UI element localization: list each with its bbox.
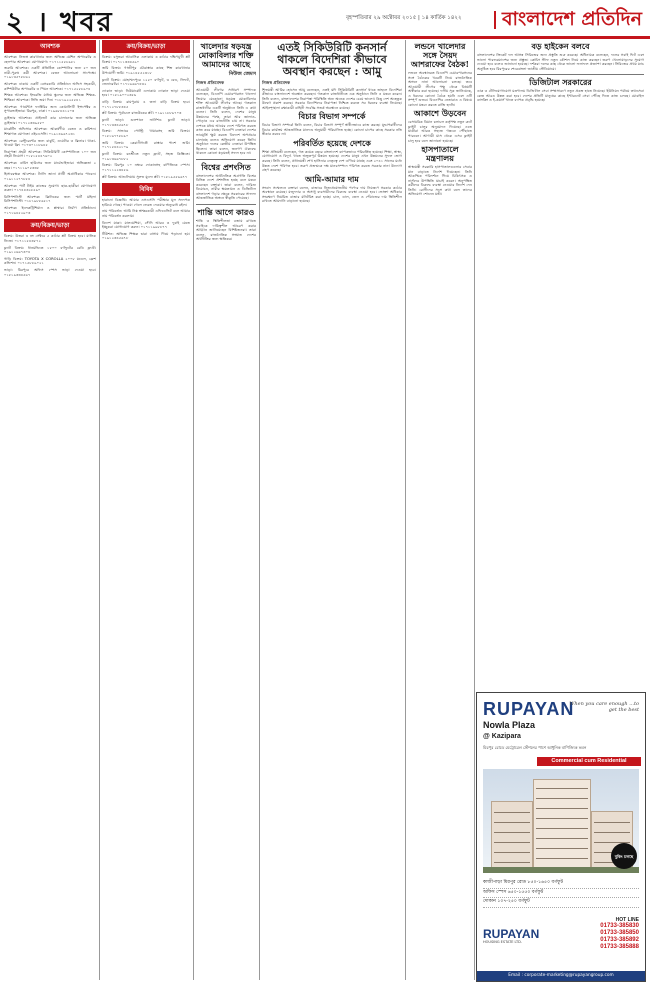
ad-logo: RUPAYAN <box>483 699 575 719</box>
brand-name: বাংলাদেশ প্রতিদিন <box>501 8 642 30</box>
classified-header: ক্রয়/বিক্রয়/ভাড়া <box>102 40 190 53</box>
classified-header: আবশ্যক <box>4 40 96 53</box>
article-body: আওয়ামী লীগের সাধারণ সম্পাদক বলেছেন, বিএনপি চেয়ারপারসন খালেদা জিয়ার যেকোনো ষড়যন্ত্র মোকাবিলার শক্তি আওয়ামী লীগের আছে। গতকাল রাজধানীর একটি অনুষ্ঠানে তিনি এ কথা বলেন। তিনি বলেন, দেশের মানুষ উন্নয়নের পক্ষে, তারা আর জ্বালাও-পোড়াও এর রাজনীতি চায় না। সরকার দেশকে মধ্যম আয়ের দেশে পরিণত করতে কাজ করে যাচ্ছে। বিএনপি নেতারা দেশের ভাবমূর্তি ক্ষুণ্ণ করতে বিদেশে অপপ্রচার চালাচ্ছে বলেও অভিযোগ করেন তিনি। অনুষ্ঠানে দলের কেন্দ্রীয় নেতারা উপস্থিত ছিলেন। তারা বলেন, জনগণ ঐক্যবদ্ধ থাকলে কোনো ষড়যন্ত্রই সফল হবে না। <box>196 87 256 156</box>
ground <box>483 867 639 873</box>
rupayan-advertisement[interactable] <box>476 692 646 982</box>
divider <box>196 159 256 160</box>
classified-ad: ফ্ল্যাট ভাড়া: গুলশানে ফার্নিশড ফ্ল্যাট ভাড়া। ০১৭১৩৩৪৫৬৭৮ <box>102 118 190 127</box>
ad-unit-row: দোকান ১০৭-২৫০ বর্গফুট <box>483 898 639 908</box>
divider <box>477 74 644 75</box>
classified-list-2 <box>4 234 96 277</box>
classified-ad: ড্রাইভার আবশ্যক: প্রাইভেট কার চালানোর জন্য অভিজ্ঞ ড্রাইভার। ০১৭১২৩৩৯৫৮০ <box>4 115 96 125</box>
divider <box>196 204 256 205</box>
building-block <box>491 801 533 873</box>
article-headline: বড় হাইকেন বলবে <box>531 41 590 51</box>
ad-tagline: When you care enough ...to get the best <box>569 701 639 713</box>
classified-ad: আবশ্যক: গার্মেন্টস ফ্যাক্টরির জন্য কোয়ালিটি ইন্সপেক্টর ও সুপারভাইজার। মিরপুর, ঢাকা। ০১৯৬৮৪৪১২০৩ <box>4 104 96 114</box>
classified-ad: প্লট বিক্রয়: পূর্বাচলে রাজউকের প্লট। ০১৯১১৮৮৬৭০৩ <box>102 111 182 116</box>
article-body-2: ডাক ও টেলিযোগাযোগ মন্ত্রণালয় ডিজিটাল সেবা সম্প্রসারণে নতুন প্রকল্প হাতে নিয়েছে। ইউনিয়ন পর্যায়ে তথ্যসেবা কেন্দ্র আরও উন্নত করা হবে। দেশের প্রতিটি মানুষের কাছে ইন্টারনেট সেবা পৌঁছে দিতে কাজ চলছে। মোবাইল ব্যাংকিং ও ই-কমার্স খাতে ব্যাপক প্রবৃদ্ধি হয়েছে। <box>477 89 644 103</box>
classified-ad: বাড়ি বিক্রয়: রামপুরায় ৪ তলা বাড়ি বিক্রয় হবে। ০১৭১২৭৮৮৩৪৫ <box>102 100 190 109</box>
article-body-2: বাংলাদেশের অর্থনৈতিক অগ্রগতি বিশ্বের বিভিন্ন দেশে প্রশংসিত হচ্ছে বলে মন্তব্য করেছেন বক্তারা। তারা বলেন, দারিদ্র্য বিমোচন, নারীর ক্ষমতায়ন ও ডিজিটাল বাংলাদেশ গড়ার ক্ষেত্রে সরকারের সাফল্য আন্তর্জাতিক অঙ্গনে স্বীকৃতি পেয়েছে। <box>196 173 256 201</box>
booking-badge: বুকিং চলছে <box>611 843 637 869</box>
classified-ad: আবশ্যক: রেস্টুরেন্টের জন্য বাবুর্চি, ওয়েটার ও ক্লিনার। থাকা-খাওয়া ফ্রি। ০১৭৩০১১৮৬৪৫ <box>4 138 96 148</box>
column-rule <box>474 40 475 980</box>
hotline-label: HOT LINE <box>615 917 639 923</box>
column-rule <box>405 40 406 980</box>
article-subhead-2: পরিবর্তিত হয়েছে দেশকে <box>293 137 371 148</box>
article-headline-3: শান্তি আগে কারও <box>197 207 255 218</box>
building-block <box>533 779 591 873</box>
classified-header-2: ক্রয়/বিক্রয়/ভাড়া <box>4 219 96 232</box>
date-line: বৃহস্পতিবার ২৯ অক্টোবর ২০১৫ | ১৪ কার্তিক ১৪২২ <box>346 15 462 21</box>
hotline-block <box>579 917 639 951</box>
classified-ad: হিসাবরক্ষক আবশ্যক: ট্যালি জানা প্রার্থী অগ্রাধিকার পাবেন। ০১৯১১২৭৭৮৫৪ <box>4 172 96 181</box>
article-headline: খালেদার ষড়যন্ত্র মোকাবিলার শক্তি আমাদের আছে <box>198 41 254 69</box>
news-column-3 <box>196 40 256 980</box>
classified-ad: বিক্রয়: উত্তরা ৩ নং সেক্টরে ৫ কাঠার প্লট বিক্রয় হবে। মালিক নিজে। ০১৭১১৫৪৩৮৭২ <box>4 234 96 243</box>
article-body: শিল্পমন্ত্রী আমির হোসেন আমু বলেছেন, এতই যদি সিকিউরিটি কনসার্ন থাকে তাহলে বিদেশিরা কীভাবে বাংলাদেশে অবস্থান করছেন। গতকাল রাজধানীতে এক অনুষ্ঠানে তিনি এ মন্তব্য করেন। তিনি বলেন, বাংলাদেশের নিরাপত্তা পরিস্থিতি অন্য অনেক দেশের চেয়ে ভালো। কিছু দেশ অহেতুক উদ্বেগ প্রকাশ করছে। সরকার বিদেশিদের নিরাপত্তা নিশ্চিত করতে সব ধরনের ব্যবস্থা নিয়েছে। আইনশৃঙ্খলা রক্ষাকারী বাহিনী সর্বোচ্চ সতর্ক অবস্থানে রয়েছে। <box>262 87 402 110</box>
classified-ad: রিসিপশনিস্ট আবশ্যক: ক্লিনিকের জন্য স্মার্ট মহিলা রিসিপশনিস্ট। ০১৮১৯৮৮৬৫১৭ <box>4 194 96 204</box>
ad-bengali-line: মিরপুর রোডে মেট্রোরেল স্টেশনের পাশে আধুনিক বাণিজ্যিক ভবন <box>483 745 587 750</box>
hotline-phone[interactable]: 01733-385888 <box>600 944 639 950</box>
article-byline: নিজস্ব প্রতিবেদক <box>262 80 291 85</box>
classified-ad: জমি বিক্রয়: কেরানীগঞ্জে রাস্তার পাশে জমি। ০১৭১৫৪৪২১০৯ <box>102 140 190 150</box>
article-subhead: বিচার বিভাগ সম্পর্কে <box>298 111 366 122</box>
ad-footer-sub: HOUSING ESTATE LTD. <box>483 940 522 944</box>
classified-ad: বিক্রয়: সাভারে পোল্ট্রি খামারসহ জমি বিক্রয়। ০১৮১৬৭৭৮৮৯০ <box>102 129 190 138</box>
article-headline-2: ডিজিটাল সরকারের <box>529 77 592 88</box>
news-column-5 <box>408 40 472 980</box>
news-column-4 <box>262 40 402 980</box>
article-body: বাংলাদেশের ক্রিকেট দল আসন্ন সিরিজের জন্য প্রস্তুতি শুরু করেছে। অধিনায়ক বলেছেন, দলের সবাই ফিট এবং ভালো পারফরম্যান্সের জন্য প্রস্তুত। কোচিং স্টাফ নতুন কৌশল নিয়ে কাজ করছেন। তরুণ খেলোয়াড়দের সুযোগ দেওয়া হবে বলেও জানানো হয়েছে। দর্শকরা দলের কাছ থেকে ভালো ফলাফল প্রত্যাশা করছেন। সিরিজের প্রথম ম্যাচ অনুষ্ঠিত হবে মিরপুরের শেরেবাংলা জাতীয় স্টেডিয়ামে। <box>477 53 644 71</box>
brand-logo <box>494 5 642 37</box>
ad-unit-row: অফিস স্পেস ৬৫০-১৫৫০ বর্গফুট <box>483 889 639 899</box>
hotline-phone[interactable]: 01733-385850 <box>600 930 639 936</box>
classified-ad: জরুরি আবশ্যক: একটি প্রতিষ্ঠিত কোম্পানির জন্য ৫০ জন নারী-পুরুষ কর্মী আবশ্যক। বেতন আলোচনা সাপেক্ষে। ০১৯১৩৫৭৮৮৬২ <box>4 66 96 80</box>
article-headline-2: আকাশে উড়বেন <box>413 108 467 119</box>
article-body-2: বেসামরিক বিমান চলাচল কর্তৃপক্ষ নতুন রুটে ফ্লাইট চালুর অনুমোদন দিয়েছে। এতে যাত্রীরা আরও সহজে গন্তব্যে পৌঁছাতে পারবেন। আগামী মাস থেকে এসব ফ্লাইট চালু হবে বলে জানানো হয়েছে। <box>408 120 472 143</box>
ad-email[interactable]: Email : corporate-marketing@rupayangroup.com <box>477 971 645 981</box>
article-subhead: নিউজ জেমস <box>228 71 256 77</box>
lead-headline: এতই সিকিউরিটি কনসার্ন থাকলে বিদেশিরা কীভাবে অবস্থান করছেন : আমু <box>277 41 387 78</box>
ad-footer-logo: RUPAYAN <box>483 927 540 941</box>
classified-ad: মার্কেটিং অফিসার আবশ্যক: আকর্ষণীয় বেতন ও কমিশন। শিক্ষাগত যোগ্যতা এইচএসসি। ০১৯১৪৬৬৭২৩১ <box>4 127 96 136</box>
classified-ad: ফ্ল্যাট বিক্রয়: ধানমন্ডিতে ১৮০০ বর্গফুটের রেডি ফ্ল্যাট। ০১৯১২৬৬৭৩০৪ <box>4 245 96 255</box>
page-label: ২ । খবর <box>6 7 114 38</box>
article-body: লন্ডনে অবস্থানরত বিএনপি চেয়ারপারসনের সঙ্গে বৈঠকের খবরটি নিয়ে রাজনৈতিক অঙ্গনে নানা আলোচনা চলছে। তবে আওয়ামী লীগের পক্ষ থেকে বিষয়টি অস্বীকার করা হয়েছে। দলীয় সূত্র জানিয়েছে, এ ধরনের কোনো বৈঠক হয়নি এবং এটি সম্পূর্ণ গুজব। বিএনপির নেতারাও এ বিষয়ে কোনো মন্তব্য করতে রাজি হননি। <box>408 71 472 107</box>
classified-ad: ফ্ল্যাট বিক্রয়: মোহাম্মদপুরে ১২৫০ বর্গফুট, ৩ বেড, লিফট, জেনারেটর। ০১৭১৬৬৬৭৪৩২ <box>102 77 190 87</box>
ad-location: @ Kazipara <box>483 733 521 740</box>
classified-ad: আবশ্যক: ঢাকায় একটি বেসরকারি প্রতিষ্ঠানে অফিস সহকারী, কম্পিউটার অপারেটর ও পিয়ন আবশ্যক। ০১৭১৫২৮৮৯০৪ <box>4 82 96 91</box>
article-body-2: বিচার বিভাগ সম্পর্কে তিনি বলেন, বিচার বিভাগ সম্পূর্ণ স্বাধীনভাবে কাজ করছে। যুদ্ধাপরাধীদের বিচার কার্যক্রম আন্তর্জাতিক মানদণ্ড অনুযায়ী পরিচালিত হচ্ছে। কোনো চাপের কাছে সরকার নতি স্বীকার করবে না। <box>262 123 402 137</box>
brand-divider <box>494 11 496 29</box>
classified-ad: আবশ্যক: বায়িং হাউসের জন্য মার্চেন্ডাইজার। অভিজ্ঞতা ২ বছর। ০১৭১১৯০৫৩৩৮ <box>4 161 96 170</box>
ad-project-name: Nowla Plaza <box>483 720 536 730</box>
classified-ad: শিক্ষক আবশ্যক: ইংরেজি মাধ্যম স্কুলের জন্য অভিজ্ঞ শিক্ষক-শিক্ষিকা আবশ্যক। সিভি জমা দিন। ০১৮১৯২২৫৫৪১ <box>4 93 96 102</box>
hotline-phone[interactable]: 01733-385892 <box>600 937 639 943</box>
classified-ad: দোকান ভাড়া: নিউমার্কেট এলাকায় দোকান ভাড়া দেওয়া হবে। ০১৮১৯০০২৩৫৬ <box>102 88 190 98</box>
classified-column-1 <box>4 40 96 980</box>
ad-unit-list <box>483 879 639 908</box>
classified-ad: হারানো বিজ্ঞপ্তি: আমার এসএসসি পরীক্ষার মূল সনদপত্র হারিয়ে গেছে। পাওয়া গেলে ফেরত দেওয়ার অনুরোধ রইল। <box>102 198 190 207</box>
news-column-6 <box>477 40 644 688</box>
classified-ad: আবশ্যক: পার্ট টাইম কাজের সুযোগ। ছাত্র-ছাত্রীরা যোগাযোগ করুন। ০১৭৪৪৩২৮৫৯০ <box>4 183 96 193</box>
classified-ad: প্লট বিক্রয়: আশুলিয়ায় সুলভ মূল্যে প্লট। ০১৮১৯৫৫৬৬৭৭ <box>102 174 188 179</box>
classified-ad: বিক্রয়: বসুন্ধরা আবাসিক এলাকায় ৩ কাঠার দক্ষিণমুখী প্লট বিক্রয়। ০১৭১১৩৩৪৫৯০ <box>102 55 190 64</box>
article-headline: লন্ডনে খালেদার সঙ্গে সৈয়দ আশরাফের বৈঠক! <box>410 41 470 69</box>
classified-ad: টিউশন: অভিজ্ঞ শিক্ষক দ্বারা বাসায় গিয়ে পড়ানো হয়। ০১৯১২৩৪৫৬৭৮ <box>102 231 190 241</box>
classified-list <box>102 55 190 179</box>
column-rule <box>193 40 194 980</box>
hotline-phone[interactable]: 01733-385830 <box>600 923 639 929</box>
article-body-3: শান্তি ও স্থিতিশীলতা বজায় রাখতে সবাইকে দায়িত্বশীল আচরণ করার আহ্বান জানিয়েছেন বিশিষ্টজনরা। তারা বলেন, রাজনৈতিক সংঘাত দেশের অর্থনীতির জন্য ক্ষতিকর। <box>196 219 256 242</box>
classified-ad: বিদেশ যাত্রা: মালয়েশিয়া, সৌদি আরব ও দুবাই যেতে ইচ্ছুকরা যোগাযোগ করুন। ০১৭১১৯৯৮৮৭৭ <box>102 220 190 230</box>
classified-list <box>4 55 96 215</box>
article-body-4: সংবাদ সম্মেলনে বক্তারা বলেন, বাজারে নিত্যপ্রয়োজনীয় পণ্যের দাম নিয়ন্ত্রণে সরকার কঠোর অবস্থানে রয়েছে। মজুদদার ও অসাধু ব্যবসায়ীদের বিরুদ্ধে ব্যবস্থা নেওয়া হবে। ভোক্তা অধিকার সংরক্ষণে নিয়মিত বাজার মনিটরিং করা হচ্ছে। চাল, ডাল, তেল ও পেঁয়াজের দাম স্থিতিশীল রাখতে আমদানি বাড়ানো হয়েছে। <box>262 185 402 204</box>
column-rule <box>99 40 100 980</box>
classified-ad: আবশ্যক: ইলেকট্রিশিয়ান ও প্লাম্বার। নির্মাণ প্রতিষ্ঠানে। ০১৭১৬৪৫২৯০৩ <box>4 206 96 215</box>
classified-ad: নাম পরিবর্তন: আমি নিম্ন স্বাক্ষরকারী এফিডেভিট বলে আমার নাম পরিবর্তন করলাম। <box>102 209 190 218</box>
classified-column-2 <box>102 40 190 980</box>
classified-header-2: বিবিধ <box>102 183 190 196</box>
article-body-3: স্বাস্থ্যমন্ত্রী সরকারি হাসপাতালগুলোর সেবার মান বাড়াতে নির্দেশ দিয়েছেন। তিনি আকস্মিক পরিদর্শনে গিয়ে চিকিৎসক ও নার্সদের উপস্থিতি যাচাই করেন। অনুপস্থিত কর্মীদের বিরুদ্ধে ব্যবস্থা নেওয়ার নির্দেশ দেন তিনি। রোগীদের সঙ্গে কথা বলে তাদের অভিযোগ শোনেন মন্ত্রী। <box>408 165 472 197</box>
classified-ad: জমি বিক্রয়: গাজীপুর চৌরাস্তার কাছে শিল্প কারখানার উপযোগী জমি। ০১৯১৪৫৫২৩১৮ <box>102 66 190 75</box>
classified-ad: ফ্ল্যাট বিক্রয়: বনশ্রীতে নতুন ফ্ল্যাট, সহজ কিস্তিতে। ০১৯১৩৬৬৭৮৮২ <box>102 151 190 161</box>
classified-ad: বিক্রয়: মিরপুর ১০ নম্বরে দোকানসহ বাণিজ্যিক স্পেস। ০১৭১১২২৩৪৫৬ <box>102 163 190 172</box>
classified-ad: গাড়ি বিক্রয়: TOYOTA X COROLLA ২০০৮ মডেল, ফ্রেশ কন্ডিশন। ০১৭১৫৮৮৯০২১ <box>4 256 96 266</box>
article-headline-2: বিশ্বের প্রশংসিত <box>201 161 251 172</box>
classified-ad: ভাড়া: মিরপুরে অফিস স্পেস ভাড়া দেওয়া হবে। ০১৮১৯৩৩৪৫৬৭ <box>4 268 96 277</box>
article-byline: নিজস্ব প্রতিবেদক <box>196 80 225 85</box>
masthead <box>0 0 650 39</box>
classified-ad: নিরাপত্তা প্রহরী আবশ্যক: সিকিউরিটি কোম্পানিতে ১০০ জন প্রহরী নিয়োগ। ০১৮১৫৪৪৭৬০২ <box>4 149 96 159</box>
ad-footer <box>483 917 639 950</box>
article-headline-3: হাসপাতালে মন্ত্রণালয় <box>421 144 459 164</box>
classified-ad: আবশ্যক: নিজস্ব কারখানার জন্য অভিজ্ঞ মেশিন অপারেটর ও হেলপার আবশ্যক। যোগাযোগ: ০১৭১১৫৫৮৯৮১ <box>4 55 96 64</box>
ad-strip: Commercial cum Residential <box>537 757 641 766</box>
classified-list-2 <box>102 198 190 241</box>
article-body-3: শিক্ষা প্রতিমন্ত্রী বলেছেন, গত কয়েক বছরে বাংলাদেশ ব্যাপকভাবে পরিবর্তিত হয়েছে। শিক্ষা, স্বাস্থ্য, যোগাযোগ ও বিদ্যুৎ খাতে অভূতপূর্ব উন্নয়ন হয়েছে। দেশের মানুষ এখন উন্নয়নের সুফল ভোগ করছে। তিনি বলেন, প্রধানমন্ত্রী শেখ হাসিনার নেতৃত্বে দেশ এগিয়ে যাচ্ছে এবং ২০৪১ সালের মধ্যে উন্নত দেশে পরিণত হবে। তরুণ প্রজন্মকে দক্ষ মানবসম্পদে পরিণত করতে সরকার নানা উদ্যোগ গ্রহণ করেছে। <box>262 149 402 173</box>
column-rule <box>259 40 260 980</box>
ad-unit-row: কাজীপাড়া মিরপুর রোড ৮৫০-১৬৫০ বর্গফুট <box>483 879 639 889</box>
article-subhead-3: আমি-আমার দাম <box>305 173 359 184</box>
